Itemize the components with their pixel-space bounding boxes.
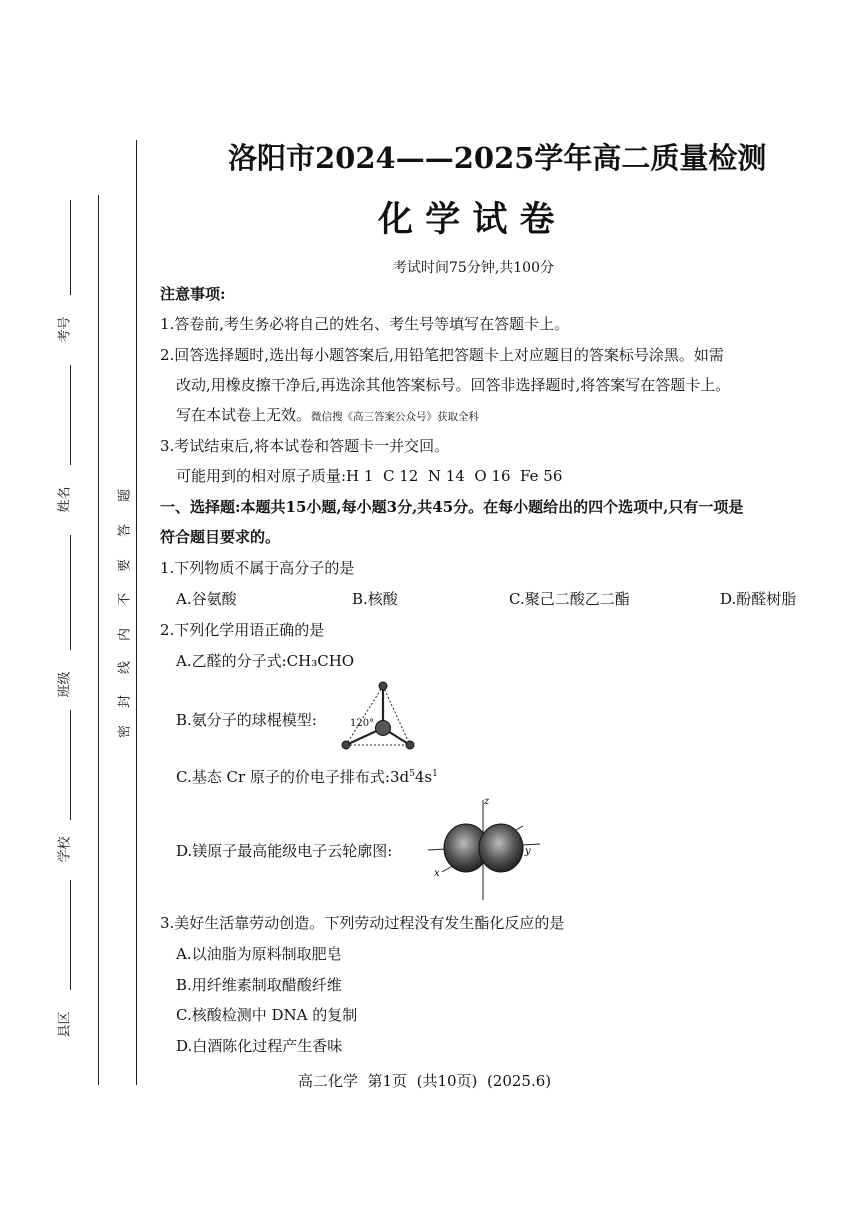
question-3-option-d: D.白酒陈化过程产生香味 — [176, 1037, 343, 1055]
xuexiao-label: 学校 — [57, 836, 73, 863]
question-2-option-d: D.镁原子最高能级电子云轮廓图: — [176, 842, 393, 860]
atomic-mass-line: 可能用到的相对原子质量:H 1 C 12 N 14 O 16 Fe 56 — [176, 467, 563, 485]
question-1-option-d: D.酚醛树脂 — [720, 590, 797, 608]
section-heading-line-1: 一、选择题:本题共15小题,每小题3分,共45分。在每小题给出的四个选项中,只有一项是 — [160, 498, 744, 516]
xuexiao-line — [70, 710, 71, 820]
binding-line-left — [98, 195, 99, 1085]
seal-char: 答 — [117, 524, 133, 538]
section-heading-line-2: 符合题目要求的。 — [160, 528, 281, 546]
question-3-option-b: B.用纤维素制取醋酸纤维 — [176, 976, 342, 994]
page-title: 洛阳市2024——2025学年高二质量检测 — [228, 141, 767, 175]
question-1-stem: 1.下列物质不属于高分子的是 — [160, 559, 355, 577]
xingming-label: 姓名 — [57, 486, 73, 513]
kaohao-line — [70, 200, 71, 295]
bond-angle-label: 120° — [350, 718, 375, 729]
question-3-option-a: A.以油脂为原料制取肥皂 — [176, 945, 342, 963]
axis-x-label: x — [434, 868, 440, 879]
question-3-option-c: C.核酸检测中 DNA 的复制 — [176, 1006, 358, 1024]
seal-char: 封 — [117, 695, 133, 709]
xingming-line — [70, 365, 71, 465]
notes-heading: 注意事项: — [160, 285, 226, 303]
page-footer: 高二化学 第1页 (共10页) (2025.6) — [298, 1072, 552, 1090]
seal-char: 密 — [117, 725, 133, 739]
seal-char: 线 — [117, 661, 133, 675]
notes-item-2-line-2: 改动,用橡皮擦干净后,再选涂其他答案标号。回答非选择题时,将答案写在答题卡上。 — [176, 376, 731, 394]
notes-item-2-line-3 — [176, 404, 479, 425]
ammonia-ball-stick-model — [338, 678, 418, 754]
xianqu-label: 县区 — [57, 1011, 73, 1038]
exam-info: 考试时间75分钟,共100分 — [393, 260, 554, 276]
question-1-option-c: C.聚己二酸乙二酯 — [509, 590, 630, 608]
binding-line-right — [136, 140, 137, 1085]
watermark-text: 微信搜《高三答案公众号》获取全科 — [311, 411, 480, 423]
kaohao-label: 考号 — [57, 316, 73, 343]
p-orbital-diagram — [428, 796, 540, 904]
page-subtitle: 化 学 试 卷 — [378, 199, 555, 240]
axis-y-label: y — [525, 846, 531, 857]
question-1-option-b: B.核酸 — [352, 590, 398, 608]
seal-char: 不 — [117, 593, 133, 607]
question-2-option-b: B.氨分子的球棍模型: — [176, 711, 317, 729]
question-2-stem: 2.下列化学用语正确的是 — [160, 621, 325, 639]
question-2-option-c — [176, 766, 438, 787]
banji-line — [70, 535, 71, 650]
seal-char: 要 — [117, 559, 133, 573]
config-prefix: C.基态 Cr 原子的价电子排布式:3d — [176, 768, 410, 786]
question-2-option-a: A.乙醛的分子式:CH₃CHO — [176, 652, 355, 670]
seal-char: 题 — [117, 489, 133, 503]
seal-char: 内 — [117, 628, 133, 642]
notes-item-2-line-1: 2.回答选择题时,选出每小题答案后,用铅笔把答题卡上对应题目的答案标号涂黑。如需 — [160, 346, 724, 364]
config-sup-2: 1 — [432, 769, 438, 779]
notes-item-1: 1.答卷前,考生务必将自己的姓名、考生号等填写在答题卡上。 — [160, 315, 570, 333]
notes-item-2-text: 写在本试卷上无效。 — [176, 406, 312, 424]
axis-z-label: z — [484, 796, 490, 807]
question-3-stem: 3.美好生活靠劳动创造。下列劳动过程没有发生酯化反应的是 — [160, 914, 565, 932]
xianqu-line — [70, 880, 71, 990]
config-mid: 4s — [414, 768, 433, 786]
question-1-option-a: A.谷氨酸 — [176, 590, 237, 608]
banji-label: 班级 — [57, 671, 73, 698]
notes-item-3: 3.考试结束后,将本试卷和答题卡一并交回。 — [160, 437, 450, 455]
config-sup-1: 5 — [409, 769, 415, 779]
